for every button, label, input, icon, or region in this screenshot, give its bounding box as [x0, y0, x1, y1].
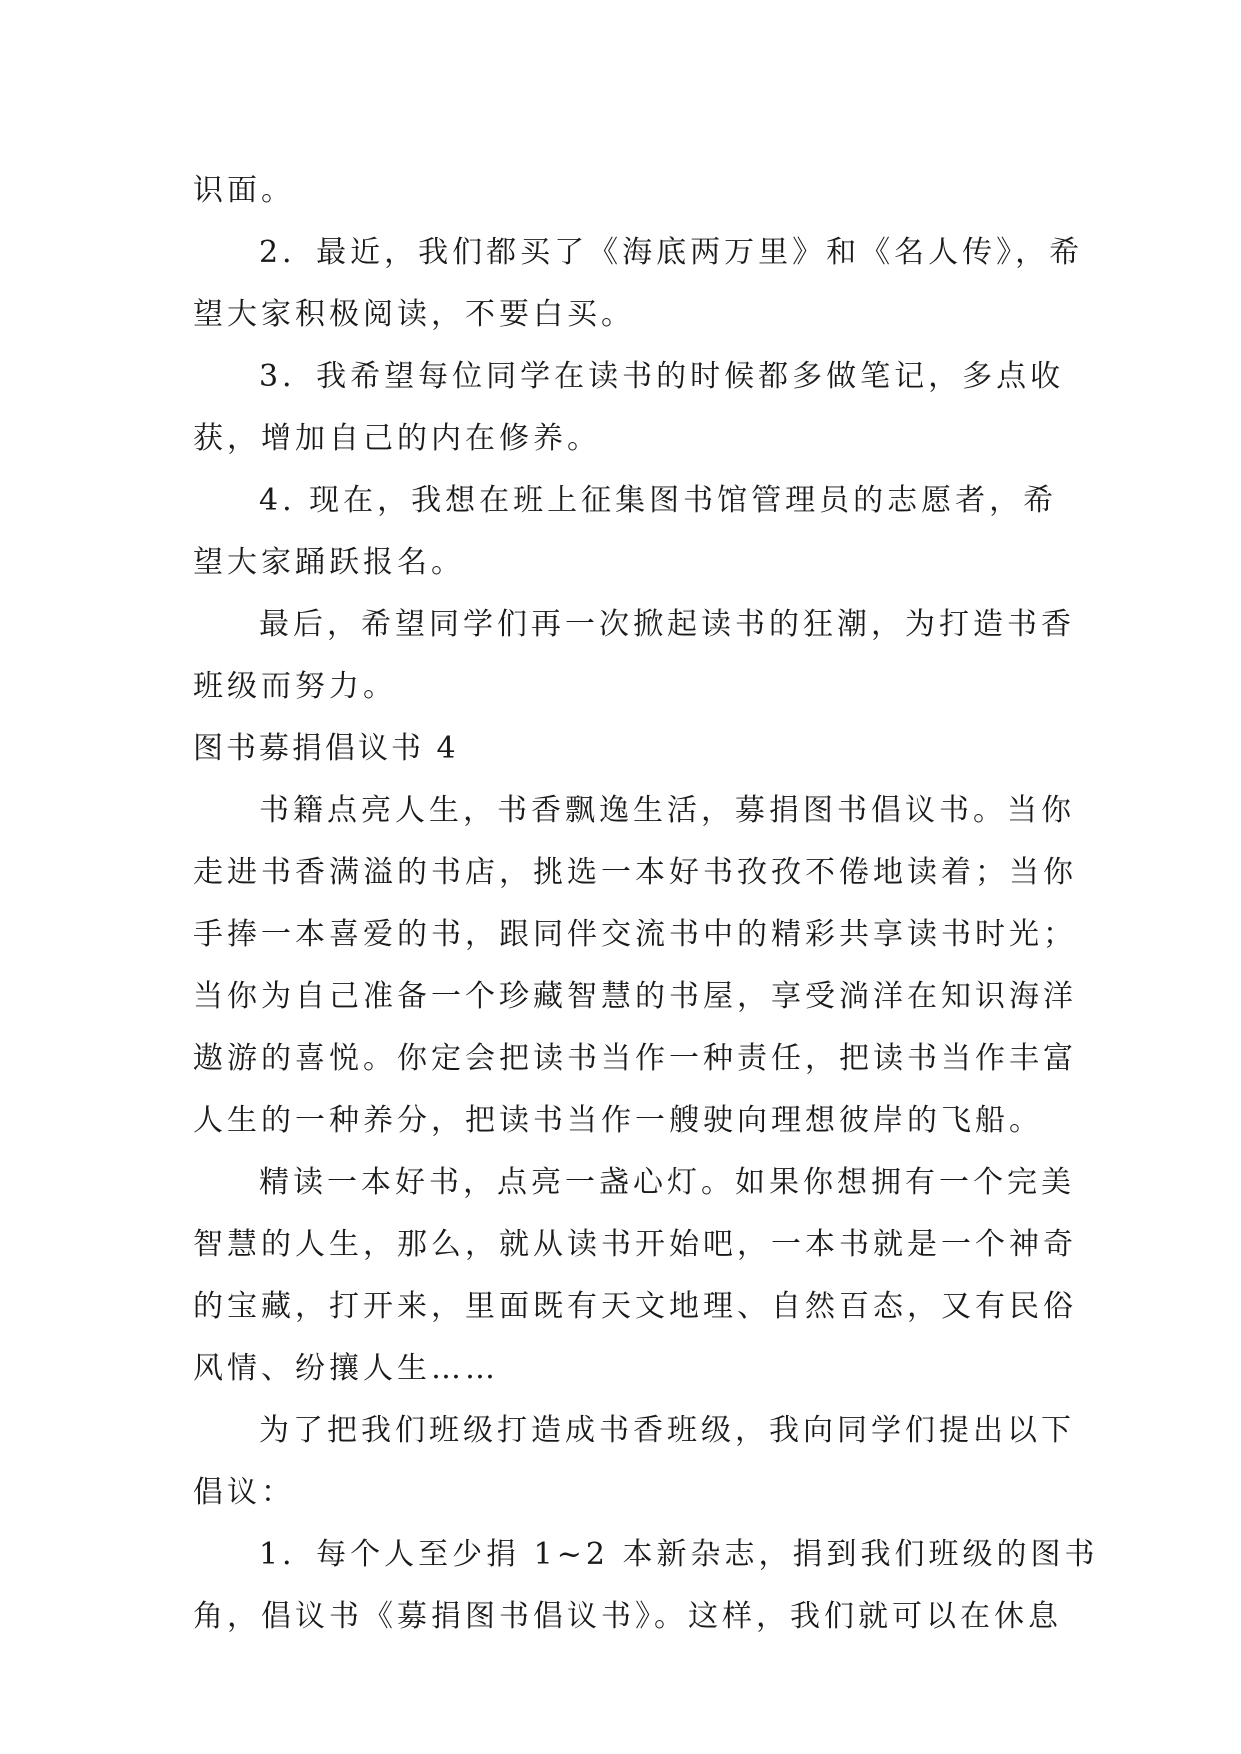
text-line: 望大家踊跃报名。 — [193, 545, 465, 580]
text-line: 风情、纷攘人生…… — [193, 1351, 499, 1386]
text-line: 遨游的喜悦。你定会把读书当作一种责任，把读书当作丰富 — [193, 1041, 1077, 1076]
text-line: 3．我希望每位同学在读书的时候都多做笔记，多点收 — [259, 359, 1065, 394]
text-line: 望大家积极阅读，不要白买。 — [193, 297, 635, 332]
text-line: 识面。 — [193, 173, 295, 208]
text-line: 获，增加自己的内在修养。 — [193, 421, 601, 456]
text-line: 2．最近，我们都买了《海底两万里》和《名人传》，希 — [259, 235, 1084, 270]
text-line: 人生的一种养分，把读书当作一艘驶向理想彼岸的飞船。 — [193, 1103, 1043, 1138]
text-line: 的宝藏，打开来，里面既有天文地理、自然百态，又有民俗 — [193, 1289, 1077, 1324]
text-line: 倡议： — [193, 1475, 295, 1510]
text-line: 班级而努力。 — [193, 669, 397, 704]
text-line: 智慧的人生，那么，就从读书开始吧，一本书就是一个神奇 — [193, 1227, 1077, 1262]
text-line: 4. 现在，我想在班上征集图书馆管理员的志愿者，希 — [259, 483, 1058, 518]
text-line: 角，倡议书《募捐图书倡议书》。这样，我们就可以在休息 — [193, 1599, 1062, 1634]
text-line: 当你为自己准备一个珍藏智慧的书屋，享受淌洋在知识海洋 — [193, 979, 1077, 1014]
text-line: 走进书香满溢的书店，挑选一本好书孜孜不倦地读着；当你 — [193, 855, 1077, 890]
text-line: 最后，希望同学们再一次掀起读书的狂潮，为打造书香 — [259, 607, 1075, 642]
text-line: 书籍点亮人生，书香飘逸生活，募捐图书倡议书。当你 — [259, 793, 1075, 828]
section-heading: 图书募捐倡议书 4 — [193, 731, 459, 766]
text-line: 精读一本好书，点亮一盏心灯。如果你想拥有一个完美 — [259, 1165, 1075, 1200]
document-body — [193, 160, 1099, 1648]
text-line: 手捧一本喜爱的书，跟同伴交流书中的精彩共享读书时光； — [193, 917, 1077, 952]
text-line: 1．每个人至少捐 1~2 本新杂志，捐到我们班级的图书 — [259, 1537, 1099, 1572]
text-line: 为了把我们班级打造成书香班级，我向同学们提出以下 — [259, 1413, 1075, 1448]
